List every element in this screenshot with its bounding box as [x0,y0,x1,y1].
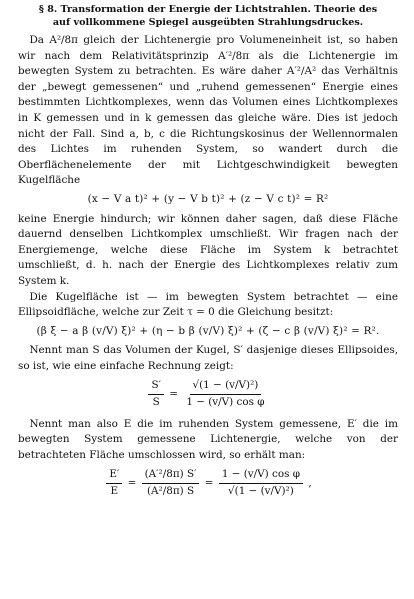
energy-ratio-mid-den: (A²/8π) S [146,485,195,498]
energy-ratio-lhs [106,467,122,499]
paragraph-5: Nennt man also E die im ruhenden System gemessene, E′ die im bewegten System gemessene Lichtenergie, welche von der betrachteten Fläche umschlossen wird, so erhält man: [18,417,398,461]
energy-ratio-lhs-num: E′ [106,467,122,484]
equation-sphere: (x − V a t)² + (y − V b t)² + (z − V c t)² = R² [87,192,329,205]
volume-ratio-rhs [183,378,267,410]
equals-sign-2: = [204,477,214,490]
volume-ratio-rhs-num: √(1 − (v/V)²) [190,378,262,395]
equals-sign-1: = [127,477,137,490]
equation-end-comma: , [308,477,312,490]
energy-ratio-rhs [219,467,303,499]
section-heading [18,4,398,29]
equation-energy-ratio [18,467,398,499]
energy-ratio-rhs-den: √(1 − (v/V)²) [228,485,294,498]
equation-volume-ratio [18,378,398,410]
heading-line-1: § 8. Transformation der Energie der Lichtstrahlen. Theorie des [38,4,378,15]
energy-ratio-mid-num: (A′²/8π) S′ [142,467,200,484]
volume-ratio-lhs [148,378,163,410]
equation-ellipsoid: (β ξ − a β (v/V) ξ)² + (η − b β (v/V) ξ)² + (ζ − c β (v/V) ξ)² = R². [36,324,380,337]
equals-sign: = [169,388,178,401]
energy-ratio-rhs-num: 1 − (v/V) cos φ [219,467,303,484]
volume-ratio-lhs-den: S [152,396,160,409]
volume-ratio-lhs-num: S′ [148,378,163,395]
paragraph-1: Da A²/8π gleich der Lichtenergie pro Volumeneinheit ist, so haben wir nach dem Relativitätsprinzip A′²/8π als die Lichtenergie im bewegten System zu betrachten. Es wäre daher A′²/A² das Verhältnis der „bewegt gemessenen“ und „ruhend gemessenen“ Energie eines bestimmten Lichtkomplexes, wenn das Volumen eines Lichtkomplexes in K gemessen und in k gemessen das gleiche wäre. Dies ist jedoch nicht der Fall. Sind a, b, c die Richtungskosinus der Wellennormalen des Lichtes im ruhenden System, so wandert durch die Oberflächenelemente der mit Lichtgeschwindigkeit bewegten Kugelfläche [18,34,398,187]
paragraph-3: Die Kugelfläche ist — im bewegten System betrachtet — eine Ellipsoidfläche, welche zur Zeit τ = 0 die Gleichung besitzt: [18,290,398,319]
volume-ratio-rhs-den: 1 − (v/V) cos φ [186,396,265,409]
energy-ratio-mid [142,467,200,499]
paragraph-4: Nennt man S das Volumen der Kugel, S′ dasjenige dieses Ellipsoides, so ist, wie eine einfache Rechnung zeigt: [18,344,398,372]
energy-ratio-lhs-den: E [110,485,119,498]
paragraph-2: keine Energie hindurch; wir können daher sagen, daß diese Fläche dauernd denselben Lichtkomplex umschließt. Wir fragen nach der Energiemenge, welche diese Fläche im System k betrachtet umschließt, d. h. nach der Energie des Lichtkomplexes relativ zum System k. [18,212,398,287]
heading-line-2: auf vollkommene Spiegel ausgeübten Strahlungsdruckes. [52,16,364,28]
